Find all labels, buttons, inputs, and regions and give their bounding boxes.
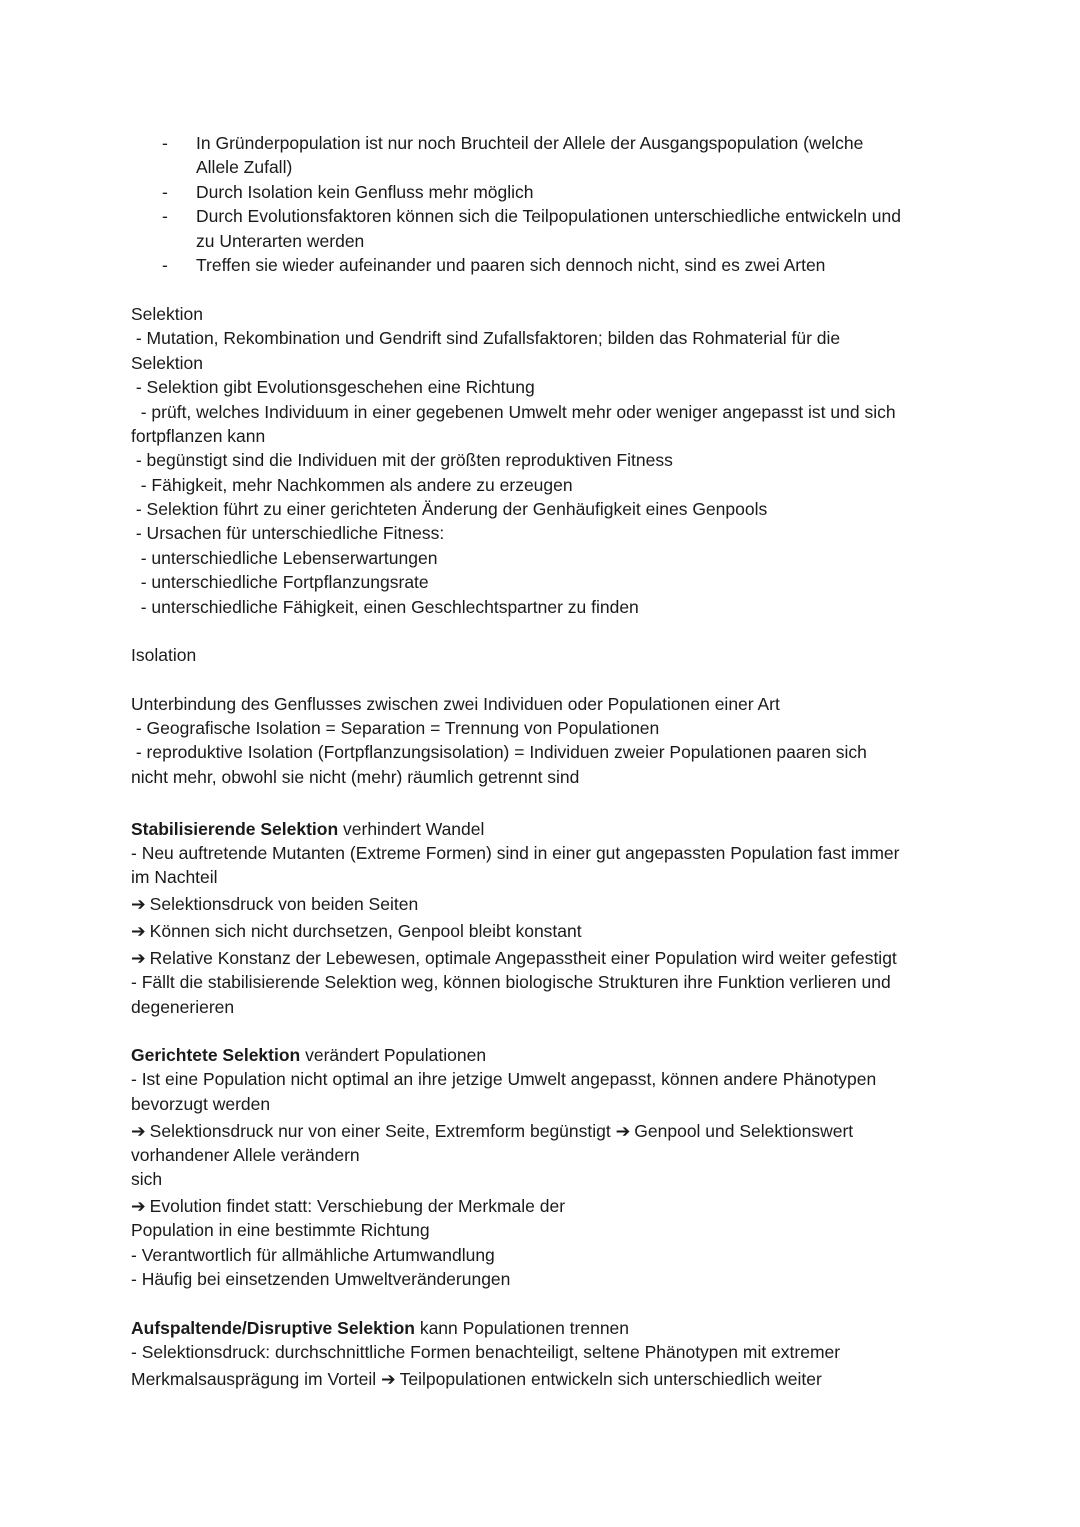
paragraph-line: degenerieren: [131, 997, 235, 1017]
bullet-dash: -: [162, 255, 168, 275]
arrow-icon: ➔: [380, 1369, 396, 1389]
heading-bold: Stabilisierende Selektion: [131, 819, 339, 839]
section-heading-isolation: Isolation: [131, 645, 197, 665]
paragraph-line: im Nachteil: [131, 867, 218, 887]
arrow-text: Können sich nicht durchsetzen, Genpool bleibt konstant: [149, 921, 582, 941]
paragraph-line: - Fähigkeit, mehr Nachkommen als andere zu erzeugen: [131, 475, 573, 495]
paragraph-line: - reproduktive Isolation (Fortpflanzungsisolation) = Individuen zweier Populationen paaren sich: [131, 742, 867, 762]
heading-rest: kann Populationen trennen: [414, 1318, 630, 1338]
bullet-text: Allele Zufall): [196, 157, 293, 177]
arrow-text: Merkmalsausprägung im Vorteil: [131, 1369, 377, 1389]
paragraph-line: vorhandener Allele verändern: [131, 1145, 360, 1165]
arrow-line: [131, 1119, 853, 1143]
bullet-text: Treffen sie wieder aufeinander und paaren sich dennoch nicht, sind es zwei Arten: [196, 255, 826, 275]
heading-rest: verhindert Wandel: [338, 819, 485, 839]
arrow-text: Selektionsdruck von beiden Seiten: [149, 894, 419, 914]
paragraph-line: - Mutation, Rekombination und Gendrift sind Zufallsfaktoren; bilden das Rohmaterial für die: [131, 328, 841, 348]
arrow-icon: ➔: [131, 1196, 146, 1216]
paragraph-line: Selektion: [131, 353, 203, 373]
paragraph-line: - Ursachen für unterschiedliche Fitness:: [131, 523, 445, 543]
arrow-icon: ➔: [131, 921, 146, 941]
section-heading-selektion: Selektion: [131, 304, 203, 324]
bullet-dash: -: [162, 206, 168, 226]
paragraph-line: - Häufig bei einsetzenden Umweltveränderungen: [131, 1269, 511, 1289]
section-heading-disruptiv: [131, 1316, 629, 1340]
heading-rest: verändert Populationen: [300, 1045, 487, 1065]
paragraph-line: - Ist eine Population nicht optimal an ihre jetzige Umwelt angepasst, können andere Phänotypen: [131, 1069, 877, 1089]
arrow-line: [131, 892, 418, 916]
heading-bold: Gerichtete Selektion: [131, 1045, 301, 1065]
arrow-text: Relative Konstanz der Lebewesen, optimale Angepasstheit einer Population wird weiter gefestigt: [149, 948, 897, 968]
arrow-text: Genpool und Selektionswert: [634, 1121, 854, 1141]
bullet-dash: -: [162, 133, 168, 153]
paragraph-line: - unterschiedliche Fähigkeit, einen Geschlechtspartner zu finden: [131, 597, 639, 617]
section-heading-gerichtet: [131, 1043, 486, 1067]
arrow-line: [131, 1194, 565, 1218]
paragraph-line: - unterschiedliche Fortpflanzungsrate: [131, 572, 429, 592]
bullet-text: zu Unterarten werden: [196, 231, 365, 251]
paragraph-line: - Selektion gibt Evolutionsgeschehen eine Richtung: [131, 377, 535, 397]
paragraph-line: - Geografische Isolation = Separation = Trennung von Populationen: [131, 718, 660, 738]
paragraph-line: sich: [131, 1169, 163, 1189]
bullet-dash: -: [162, 182, 168, 202]
paragraph-line: nicht mehr, obwohl sie nicht (mehr) räumlich getrennt sind: [131, 767, 580, 787]
paragraph-line: - Fällt die stabilisierende Selektion weg, können biologische Strukturen ihre Funktion verlieren und: [131, 972, 891, 992]
paragraph-line: bevorzugt werden: [131, 1094, 271, 1114]
paragraph-line: - Verantwortlich für allmähliche Artumwandlung: [131, 1245, 495, 1265]
section-heading-stabilisierend: [131, 817, 484, 841]
arrow-text: Selektionsdruck nur von einer Seite, Extremform begünstigt: [149, 1121, 611, 1141]
paragraph-line: - Selektion führt zu einer gerichteten Änderung der Genhäufigkeit eines Genpools: [131, 499, 768, 519]
arrow-line: [131, 919, 582, 943]
paragraph-line: - unterschiedliche Lebenserwartungen: [131, 548, 438, 568]
bullet-text: Durch Isolation kein Genfluss mehr möglich: [196, 182, 534, 202]
heading-bold: Aufspaltende/Disruptive Selektion: [131, 1318, 415, 1338]
arrow-line: [131, 1367, 822, 1391]
paragraph-line: - Selektionsdruck: durchschnittliche Formen benachteiligt, seltene Phänotypen mit extremer: [131, 1342, 841, 1362]
arrow-icon: ➔: [615, 1121, 631, 1141]
arrow-icon: ➔: [131, 948, 146, 968]
arrow-icon: ➔: [131, 1121, 146, 1141]
paragraph-line: fortpflanzen kann: [131, 426, 266, 446]
arrow-text: Teilpopulationen entwickeln sich unterschiedlich weiter: [399, 1369, 822, 1389]
paragraph-line: - begünstigt sind die Individuen mit der größten reproduktiven Fitness: [131, 450, 673, 470]
arrow-line: [131, 946, 897, 970]
arrow-icon: ➔: [131, 894, 146, 914]
bullet-text: In Gründerpopulation ist nur noch Bruchteil der Allele der Ausgangspopulation (welche: [196, 133, 864, 153]
arrow-text: Evolution findet statt: Verschiebung der Merkmale der: [149, 1196, 566, 1216]
paragraph-line: - Neu auftretende Mutanten (Extreme Formen) sind in einer gut angepassten Population fast immer: [131, 843, 900, 863]
paragraph-line: Population in eine bestimmte Richtung: [131, 1220, 430, 1240]
bullet-text: Durch Evolutionsfaktoren können sich die Teilpopulationen unterschiedliche entwickeln und: [196, 206, 901, 226]
paragraph-line: Unterbindung des Genflusses zwischen zwei Individuen oder Populationen einer Art: [131, 694, 780, 714]
paragraph-line: - prüft, welches Individuum in einer gegebenen Umwelt mehr oder weniger angepasst ist und sich: [131, 402, 896, 422]
